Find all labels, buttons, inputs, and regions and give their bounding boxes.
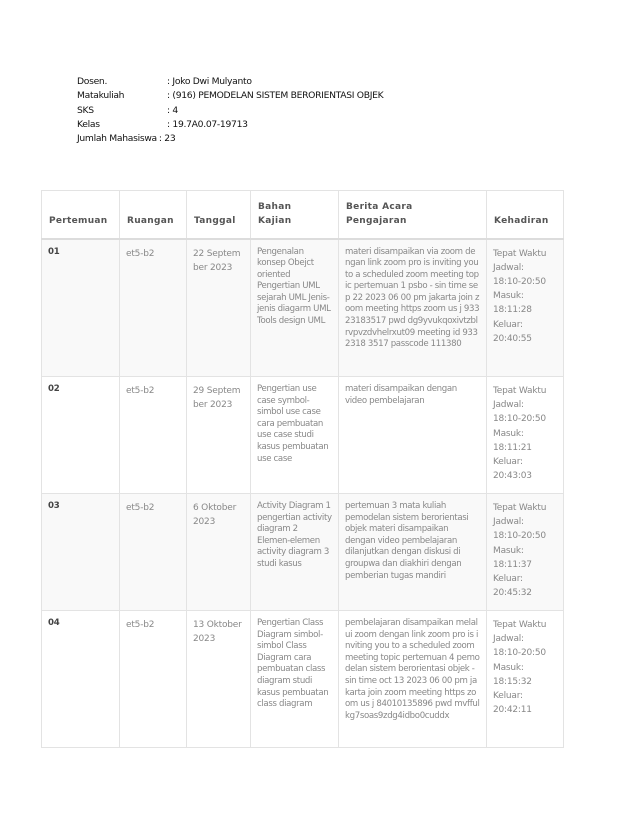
cell-pertemuan: 01 bbox=[42, 239, 120, 377]
masuk-value: 18:11:37 bbox=[493, 559, 532, 570]
cell-berita-acara: pertemuan 3 mata kuliah pemodelan sistem berorientasi objek materi disampaikan dengan video pembelajaran dilanjutkan dengan diskusi di groupwa dan diakhiri dengan pemberian tugas mandiri bbox=[339, 494, 487, 611]
header-ruangan: Ruangan bbox=[120, 191, 187, 239]
course-info bbox=[77, 75, 383, 146]
cell-pertemuan: 04 bbox=[42, 611, 120, 748]
jadwal-value: 18:10-20:50 bbox=[493, 276, 546, 287]
matakuliah-value: : (916) PEMODELAN SISTEM BERORIENTASI OBJEK bbox=[167, 90, 384, 102]
cell-berita-acara: materi disampaikan dengan video pembelajaran bbox=[339, 377, 487, 494]
jadwal-label: Jadwal: bbox=[493, 400, 524, 411]
keluar-label: Keluar: bbox=[493, 691, 523, 702]
header-bahan-kajian: Bahan Kajian bbox=[251, 191, 339, 239]
keluar-label: Keluar: bbox=[493, 457, 523, 468]
status-text: Tepat Waktu bbox=[493, 386, 547, 396]
masuk-value: 18:11:21 bbox=[493, 442, 532, 453]
jadwal-value: 18:10-20:50 bbox=[493, 531, 546, 542]
keluar-value: 20:45:32 bbox=[493, 588, 532, 599]
attendance-table bbox=[41, 190, 564, 748]
header-tanggal: Tanggal bbox=[187, 191, 251, 239]
dosen-value: : Joko Dwi Mulyanto bbox=[167, 76, 252, 87]
status-text: Tepat Waktu bbox=[493, 620, 547, 630]
cell-kehadiran bbox=[487, 239, 564, 377]
cell-pertemuan: 02 bbox=[42, 377, 120, 494]
masuk-label: Masuk: bbox=[493, 545, 524, 556]
cell-berita-acara: materi disampaikan via zoom dengan link zoom pro is inviting you to a scheduled zoom meeting topic pertemuan 1 psbo - sin time sep 22 2023 06 00 pm jakarta join zoom meeting https zoom us j 93323183517 pwd dg9yvukqoxivtzblrvpvzdvhelrxut09 meeting id 933 2318 3517 passcode 111380 bbox=[339, 239, 487, 377]
kelas-value: : 19.7A0.07-19713 bbox=[167, 118, 248, 130]
table-row bbox=[42, 377, 564, 494]
cell-tanggal: 22 September 2023 bbox=[187, 239, 251, 377]
jadwal-label: Jadwal: bbox=[493, 262, 524, 273]
jumlah-value: : 23 bbox=[158, 133, 176, 145]
attendance-table-wrapper bbox=[41, 190, 563, 748]
keluar-value: 20:42:11 bbox=[493, 705, 532, 716]
keluar-label: Keluar: bbox=[493, 319, 523, 330]
keluar-value: 20:43:03 bbox=[493, 471, 532, 482]
sks-value: : 4 bbox=[167, 104, 178, 116]
status-text: Tepat Waktu bbox=[493, 503, 547, 513]
keluar-value: 20:40:55 bbox=[493, 333, 532, 344]
cell-berita-acara: pembelajaran disampaikan melalui zoom dengan link zoom pro is inviting you to a scheduled zoom meeting topic pertemuan 4 pemodelan sistem berorientasi objek - sin time oct 13 2023 06 00 pm jakarta join zoom meeting https zoom us j 84010135896 pwd mvffulkg7soas9zdg4idbo0cuddx bbox=[339, 611, 487, 748]
cell-bahan-kajian: Activity Diagram 1 pengertian activity diagram 2 Elemen-elemen activity diagram 3 studi kasus bbox=[251, 494, 339, 611]
kelas-label: Kelas bbox=[77, 118, 100, 130]
table-header-row bbox=[42, 191, 564, 239]
status-text: Tepat Waktu bbox=[493, 248, 547, 259]
info-row-jumlah bbox=[77, 132, 383, 146]
cell-bahan-kajian: Pengertian use case symbol-simbol use case cara pembuatan use case studi kasus pembuatan use case bbox=[251, 377, 339, 494]
cell-ruangan: et5-b2 bbox=[120, 377, 187, 494]
cell-ruangan: et5-b2 bbox=[120, 239, 187, 377]
info-row-sks bbox=[77, 104, 383, 118]
jumlah-label: Jumlah Mahasiswa bbox=[77, 133, 157, 145]
sks-label: SKS bbox=[77, 104, 94, 116]
cell-kehadiran bbox=[487, 611, 564, 748]
table-row bbox=[42, 494, 564, 611]
cell-pertemuan: 03 bbox=[42, 494, 120, 611]
keluar-label: Keluar: bbox=[493, 574, 523, 585]
info-row-dosen bbox=[77, 75, 383, 89]
jadwal-label: Jadwal: bbox=[493, 634, 524, 645]
cell-tanggal: 29 September 2023 bbox=[187, 377, 251, 494]
cell-ruangan: et5-b2 bbox=[120, 611, 187, 748]
cell-bahan-kajian: Pengertian Class Diagram simbol-simbol Class Diagram cara pembuatan class diagram studi kasus pembuatan class diagram bbox=[251, 611, 339, 748]
cell-kehadiran bbox=[487, 377, 564, 494]
header-kehadiran: Kehadiran bbox=[487, 191, 564, 239]
table-row bbox=[42, 611, 564, 748]
dosen-label: Dosen. bbox=[77, 76, 108, 87]
masuk-label: Masuk: bbox=[493, 291, 524, 302]
header-pertemuan: Pertemuan bbox=[42, 191, 120, 239]
masuk-value: 18:11:28 bbox=[493, 305, 532, 316]
info-row-kelas bbox=[77, 118, 383, 132]
jadwal-value: 18:10-20:50 bbox=[493, 414, 546, 425]
info-row-matakuliah bbox=[77, 89, 383, 103]
cell-tanggal: 6 Oktober 2023 bbox=[187, 494, 251, 611]
masuk-label: Masuk: bbox=[493, 662, 524, 673]
jadwal-label: Jadwal: bbox=[493, 517, 524, 528]
cell-kehadiran bbox=[487, 494, 564, 611]
cell-bahan-kajian: Pengenalan konsep Obejct oriented Pengertian UML sejarah UML Jenis-jenis diagarm UML Tools design UML bbox=[251, 239, 339, 377]
jadwal-value: 18:10-20:50 bbox=[493, 648, 546, 659]
header-berita-acara: Berita Acara Pengajaran bbox=[339, 191, 487, 239]
table-row bbox=[42, 239, 564, 377]
matakuliah-label: Matakuliah bbox=[77, 90, 125, 102]
masuk-value: 18:15:32 bbox=[493, 676, 532, 687]
cell-ruangan: et5-b2 bbox=[120, 494, 187, 611]
cell-tanggal: 13 Oktober 2023 bbox=[187, 611, 251, 748]
masuk-label: Masuk: bbox=[493, 428, 524, 439]
